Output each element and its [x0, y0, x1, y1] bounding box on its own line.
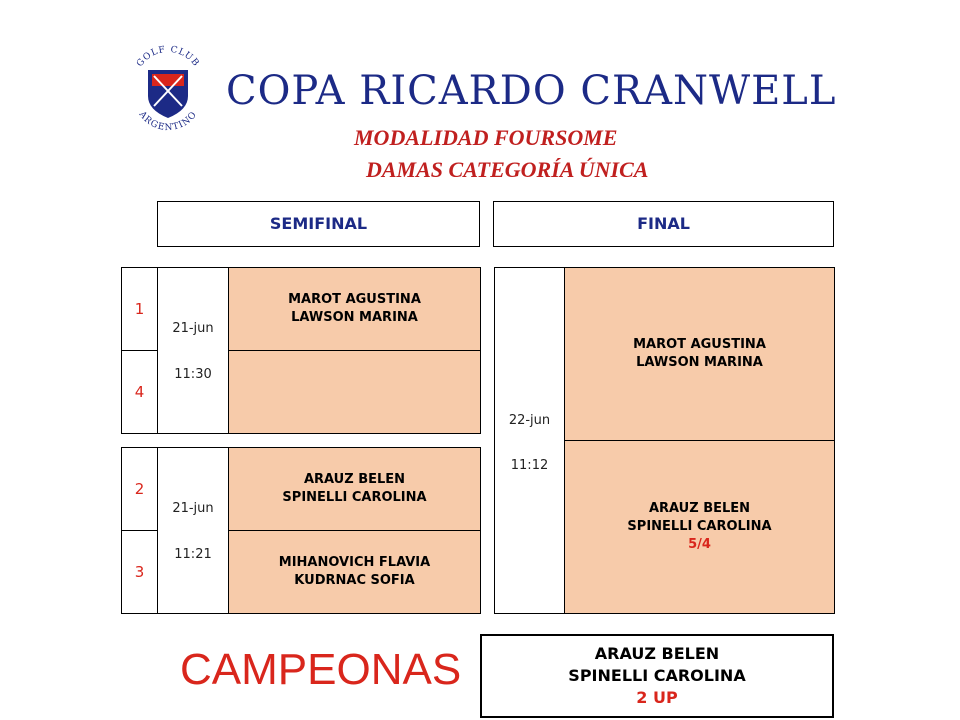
page-title: COPA RICARDO CRANWELL	[226, 68, 837, 114]
final-date: 22-jun	[508, 413, 551, 428]
shield-crest-icon	[128, 44, 208, 138]
team-cell	[564, 267, 835, 441]
match-2-date: 21-jun	[172, 501, 214, 516]
champions-result: 2 UP	[636, 688, 678, 707]
player-name: SPINELLI CAROLINA	[627, 519, 772, 534]
final-schedule	[494, 267, 565, 614]
logo-top-text: GOLF CLUB	[135, 44, 201, 70]
team-cell-winner	[564, 440, 835, 614]
player-name: LAWSON MARINA	[291, 310, 418, 325]
match-2-schedule	[157, 447, 229, 614]
match-2-time: 11:21	[174, 547, 212, 562]
champions-box	[480, 634, 834, 718]
player-name: ARAUZ BELEN	[303, 472, 406, 487]
semifinal-match-2	[121, 447, 481, 614]
team-cell	[228, 447, 481, 531]
team-cell	[228, 267, 481, 351]
team-cell-empty	[228, 350, 481, 434]
match-1-date: 21-jun	[172, 321, 214, 336]
semifinal-header: SEMIFINAL	[157, 201, 480, 247]
player-name: MIHANOVICH FLAVIA	[278, 555, 431, 570]
champion-name: ARAUZ BELEN	[594, 644, 720, 663]
seed-2: 2	[121, 447, 158, 531]
final-header: FINAL	[493, 201, 834, 247]
match-1-time: 11:30	[174, 367, 212, 382]
player-name: ARAUZ BELEN	[648, 501, 751, 516]
seed-4: 4	[121, 350, 158, 434]
club-logo	[128, 44, 208, 138]
seed-3: 3	[121, 530, 158, 614]
final-time: 11:12	[510, 458, 549, 473]
player-name: MAROT AGUSTINA	[288, 292, 421, 307]
logo-bottom-text: ARGENTINO	[136, 109, 200, 134]
player-name: MAROT AGUSTINA	[633, 337, 766, 352]
final-match	[494, 267, 835, 614]
champions-label: CAMPEONAS	[180, 645, 462, 694]
player-name: LAWSON MARINA	[636, 355, 763, 370]
player-name: SPINELLI CAROLINA	[282, 490, 427, 505]
semifinal-match-1	[121, 267, 481, 434]
team-cell	[228, 530, 481, 614]
subtitle-category: DAMAS CATEGORÍA ÚNICA	[366, 157, 649, 182]
seed-1: 1	[121, 267, 158, 351]
champion-name: SPINELLI CAROLINA	[568, 666, 746, 685]
player-name: KUDRNAC SOFIA	[294, 573, 415, 588]
match-1-schedule	[157, 267, 229, 434]
svg-text:GOLF CLUB	[135, 45, 201, 69]
final-result: 5/4	[688, 537, 711, 552]
subtitle-modality: MODALIDAD FOURSOME	[354, 125, 618, 150]
